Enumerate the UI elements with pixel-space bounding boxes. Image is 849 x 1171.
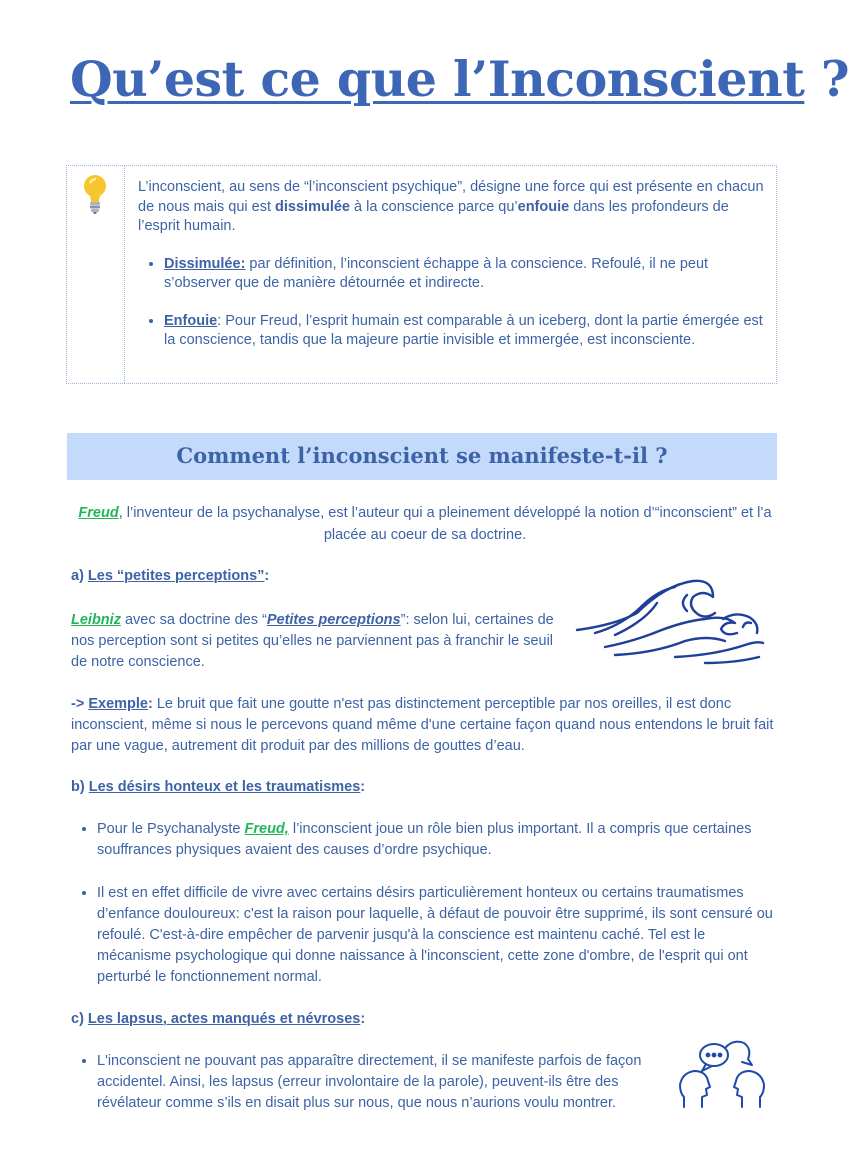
lightbulb-icon <box>80 173 110 217</box>
example-label: Exemple <box>88 696 148 712</box>
page-title-text: Qu’est ce que l’Inconscient <box>70 50 805 108</box>
heading-b <box>71 779 365 795</box>
heading-c <box>71 1011 365 1027</box>
list-item <box>97 819 781 861</box>
leibniz-text: ”: selon lui, certaines de nos perception sont si petites qu’elles ne parviennent pas à franchir le seuil de notre conscience. <box>71 612 554 670</box>
info-intro-part: à la conscience parce qu’ <box>349 198 518 215</box>
page-title-mark: ? <box>804 50 849 108</box>
page-title <box>70 44 849 114</box>
info-bullet-item <box>164 312 768 351</box>
example-arrow: -> <box>71 696 89 712</box>
info-intro-part: L’inconscient, au sens de “l’inconscient psychique”, désigne une force qui est présente en chacun de nous mais qui est <box>138 179 764 215</box>
section-banner: Comment l’inconscient se manifeste-t-il ? <box>67 433 777 480</box>
example-colon: : <box>147 696 153 712</box>
info-intro-part: dans les profondeurs de l’esprit humain. <box>138 198 729 234</box>
petites-perceptions-term: Petites perceptions <box>266 612 401 628</box>
info-box <box>66 165 777 384</box>
list-item-text: Il est en effet difficile de vivre avec certains désirs particulièrement honteux ou certains traumatismes d’enfance douloureux: c'est la raison pour laquelle, à défaut de pouvoir être supprimé, ils sont censuré ou refoulé. C'est-à-dire empêcher de parvenir jusqu'à la conscience est maintenu caché. Tel est le mécanisme psychologique qui donne naissance à l'inconscient, cette zone d'ombre, de l'esprit qui ont perturbé le fonctionnement normal. <box>97 885 773 985</box>
list-item-text: Pour le Psychanalyste <box>97 821 245 837</box>
heading-c-prefix: c) <box>71 1011 88 1027</box>
info-intro <box>138 178 768 237</box>
example-paragraph <box>71 694 781 757</box>
heading-a-colon: : <box>264 568 270 584</box>
heading-b-title: Les désirs honteux et les traumatismes <box>88 779 361 795</box>
info-bullet-term: Dissimulée: <box>164 255 246 272</box>
heading-c-colon: : <box>360 1011 366 1027</box>
list-item-text: l’inconscient joue un rôle bien plus important. Il a compris que certaines souffrances physiques avaient des causes d’ordre psychique. <box>97 821 752 858</box>
heading-b-colon: : <box>360 779 366 795</box>
intro-paragraph <box>70 502 780 546</box>
info-bullet-text: : Pour Freud, l’esprit humain est comparable à un iceberg, dont la partie émergée est la conscience, tandis que la majeure partie invisible et immergée, est inconsciente. <box>164 312 763 348</box>
info-bullet-text: par définition, l’inconscient échappe à la conscience. Refoulé, il ne peut s’observer que de manière détournée et indirecte. <box>164 255 709 291</box>
list-item <box>97 1051 671 1114</box>
intro-text: , l’inventeur de la psychanalyse, est l’auteur qui a pleinement développé la notion d’“inconscient” et l’a placée au coeur de sa doctrine. <box>118 505 772 543</box>
freud-link: Freud, <box>244 821 289 837</box>
info-intro-bold: enfouie <box>517 198 570 215</box>
leibniz-paragraph <box>71 610 571 673</box>
part-b-bullets <box>71 819 781 988</box>
info-box-text <box>138 178 768 369</box>
info-bullets <box>138 255 768 351</box>
freud-link: Freud <box>78 505 119 521</box>
info-box-divider <box>124 166 125 383</box>
part-c-bullets <box>71 1051 671 1114</box>
conversation-heads-icon <box>678 1035 766 1111</box>
heading-c-title: Les lapsus, actes manqués et névroses <box>87 1011 361 1027</box>
info-bullet-term: Enfouie <box>164 312 218 329</box>
heading-a-prefix: a) <box>71 568 88 584</box>
heading-a-title: Les “petites perceptions” <box>87 568 265 584</box>
wave-icon <box>575 575 767 667</box>
heading-b-prefix: b) <box>71 779 89 795</box>
list-item <box>97 883 781 988</box>
leibniz-text: avec sa doctrine des “ <box>120 612 267 628</box>
info-bullet-item <box>164 255 768 294</box>
list-item-text: L'inconscient ne pouvant pas apparaître directement, il se manifeste parfois de façon accidentel. Ainsi, les lapsus (erreur involontaire de la parole), peuvent-ils être des révélateur comme s’ils en disait plus sur nous, que nous n’aurions voulu montrer. <box>97 1053 642 1111</box>
info-intro-bold: dissimulée <box>275 198 350 215</box>
leibniz-link: Leibniz <box>71 612 121 628</box>
example-text: Le bruit que fait une goutte n'est pas distinctement perceptible par nos oreilles, il est donc inconscient, même si nous le percevons quand même d'une certaine façon quand nous entendons le bruit fait par une vague, autrement dit produit par des millions de gouttes d’eau. <box>71 696 774 754</box>
heading-a <box>71 568 269 584</box>
